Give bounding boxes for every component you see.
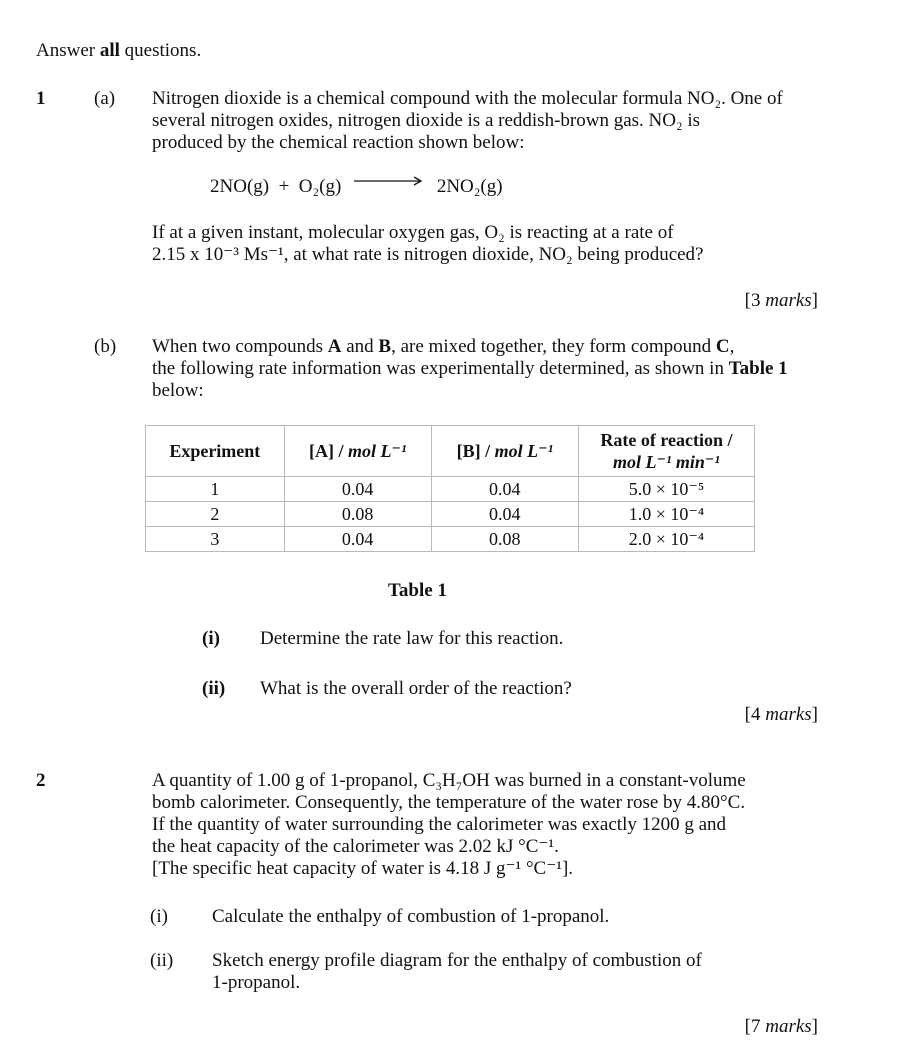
header-unit: mol L⁻¹ <box>347 441 407 461</box>
cell-b: 0.08 <box>431 527 578 552</box>
question-2-part-ii-line-2: 1-propanol. <box>212 972 301 993</box>
header-experiment: Experiment <box>146 426 285 477</box>
question-2-marks: [7 marks] <box>744 1016 818 1037</box>
compound-b: B <box>378 336 392 357</box>
question-1b-marks: [4 marks] <box>744 704 818 725</box>
compound-a: A <box>327 336 342 357</box>
question-2-line-5: [The specific heat capacity of water is 4.18 J g⁻¹ °C⁻¹]. <box>152 858 574 879</box>
question-2-line-3: If the quantity of water surrounding the calorimeter was exactly 1200 g and <box>152 814 727 835</box>
instruction-suffix: questions. <box>119 40 202 61</box>
marks-word: marks <box>765 1016 812 1037</box>
header-concentration-a <box>284 426 431 477</box>
marks-word: marks <box>765 290 812 311</box>
header-text: [B] / <box>456 441 495 461</box>
header-rate <box>578 426 754 477</box>
question-1a-label: (a) <box>94 88 116 109</box>
question-1b-label: (b) <box>94 336 117 357</box>
cell-rate: 2.0 × 10⁻⁴ <box>578 527 754 552</box>
marks-word: marks <box>765 704 812 725</box>
cell-a: 0.04 <box>284 477 431 502</box>
table-reference: Table 1 <box>728 358 788 379</box>
table-row <box>146 527 755 552</box>
marks-number: 3 <box>750 290 761 311</box>
question-2-part-i-text: Calculate the enthalpy of combustion of 1-propanol. <box>212 906 610 927</box>
text: , are mixed together, they form compound <box>391 336 716 357</box>
question-1a-question-line-1: If at a given instant, molecular oxygen gas, O₂ is reacting at a rate of <box>152 222 674 243</box>
reaction-arrow-icon <box>354 176 424 186</box>
cell-rate: 1.0 × 10⁻⁴ <box>578 502 754 527</box>
cell-experiment: 3 <box>146 527 285 552</box>
question-1a-marks: [3 marks] <box>744 290 818 311</box>
text: When two compounds <box>152 336 328 357</box>
cell-experiment: 1 <box>146 477 285 502</box>
cell-a: 0.08 <box>284 502 431 527</box>
chemical-equation <box>210 176 503 198</box>
question-1b-part-ii-label: (ii) <box>202 678 226 699</box>
question-1b-part-i-text: Determine the rate law for this reaction. <box>260 628 564 649</box>
instruction-bold: all <box>99 40 120 61</box>
question-2-part-ii-label: (ii) <box>150 950 174 971</box>
question-1a-line-1: Nitrogen dioxide is a chemical compound with the molecular formula NO₂. One of <box>152 88 783 109</box>
header-text: Rate of reaction / <box>600 430 733 450</box>
header-unit: mol L⁻¹ <box>494 441 553 461</box>
instruction-text <box>36 40 201 62</box>
text: , <box>729 336 735 357</box>
table-header-row <box>146 426 755 477</box>
equation-reactants: 2NO(g) + O₂(g) <box>210 176 342 197</box>
text: the following rate information was experimentally determined, as shown in <box>152 358 729 379</box>
table-row <box>146 477 755 502</box>
header-text: [A] / <box>308 441 348 461</box>
table-caption: Table 1 <box>388 580 447 601</box>
question-1-number: 1 <box>36 88 46 109</box>
question-1b-line-1 <box>152 336 734 358</box>
text: and <box>341 336 379 357</box>
table-row <box>146 502 755 527</box>
question-1b-line-3: below: <box>152 380 204 401</box>
instruction-prefix: Answer <box>36 40 100 61</box>
cell-b: 0.04 <box>431 477 578 502</box>
question-2-part-ii-line-1: Sketch energy profile diagram for the enthalpy of combustion of <box>212 950 702 971</box>
question-1b-part-ii-text: What is the overall order of the reaction? <box>260 678 572 699</box>
marks-number: 7 <box>750 1016 761 1037</box>
marks-number: 4 <box>750 704 761 725</box>
header-unit: mol L⁻¹ min⁻¹ <box>613 452 720 472</box>
cell-a: 0.04 <box>284 527 431 552</box>
question-1a-question-line-2: 2.15 x 10⁻³ Ms⁻¹, at what rate is nitrogen dioxide, NO₂ being produced? <box>152 244 704 265</box>
question-1a-line-3: produced by the chemical reaction shown below: <box>152 132 525 153</box>
question-1a-line-2: several nitrogen oxides, nitrogen dioxide is a reddish-brown gas. NO₂ is <box>152 110 701 131</box>
question-2-line-4: the heat capacity of the calorimeter was 2.02 kJ °C⁻¹. <box>152 836 559 857</box>
question-2-line-1: A quantity of 1.00 g of 1-propanol, C₃H₇OH was burned in a constant-volume <box>152 770 746 791</box>
equation-products: 2NO₂(g) <box>436 176 503 197</box>
question-2-part-i-label: (i) <box>150 906 168 927</box>
header-concentration-b <box>431 426 578 477</box>
cell-b: 0.04 <box>431 502 578 527</box>
question-2-number: 2 <box>36 770 46 791</box>
compound-c: C <box>715 336 730 357</box>
question-1b-part-i-label: (i) <box>202 628 220 649</box>
question-2-line-2: bomb calorimeter. Consequently, the temperature of the water rose by 4.80°C. <box>152 792 746 813</box>
cell-rate: 5.0 × 10⁻⁵ <box>578 477 754 502</box>
cell-experiment: 2 <box>146 502 285 527</box>
rate-data-table <box>145 425 755 552</box>
question-1b-line-2 <box>152 358 788 380</box>
